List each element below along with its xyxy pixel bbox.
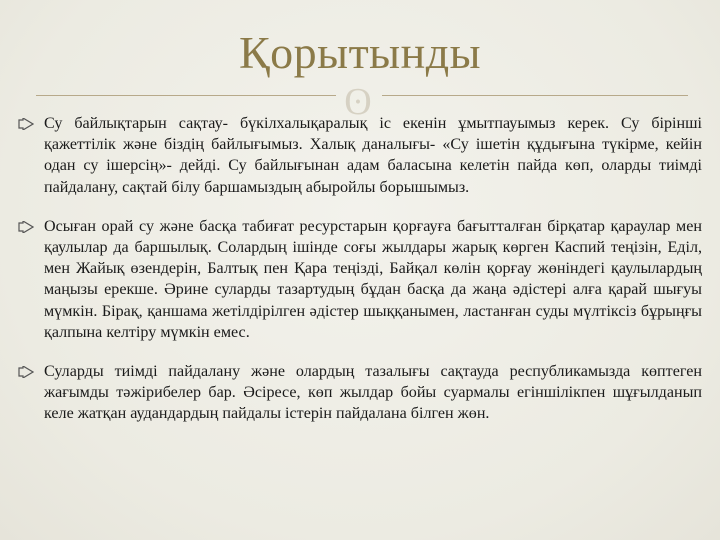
list-item [18, 361, 702, 425]
list-item [18, 216, 702, 343]
bullet-text: Суларды тиімді пайдалану және олардың тазалығы сақтауда республикамызда көптеген жағымды тәжірибелер бар. Әсіресе, көп жылдар бойы суармалы егіншілікпен шұғылданып келе жатқан аудандардың пайдалы істерін пайдалана білген жөн. [44, 363, 702, 423]
list-item [18, 113, 702, 198]
slide-title: Қорытынды [238, 27, 482, 78]
bullet-list [18, 113, 702, 425]
decorative-ornament-icon: ʘ [344, 81, 372, 123]
hollow-arrow-bullet-icon [18, 117, 34, 129]
hollow-arrow-bullet-icon [18, 365, 34, 377]
title-divider-right [382, 95, 688, 96]
title-divider-left [36, 95, 336, 96]
bullet-text: Осыған орай су және басқа табиғат ресурстарын қорғауға бағытталған бірқатар қараулар мен қаулылар да баршылық. Солардың ішінде соғы жылдары жарық көрген Каспий теңізін, Еділ, мен Жайық өзендерін, Балтық пен Қара теңізді, Байқал көлін қорғау жөніндегі қаулылардың маңызы ерекше. Әрине суларды тазартудың бұдан басқа да жаңа әдістері алға қарай шығуы мүмкін. Бірақ, қаншама жетілдірілген әдістер шыққанымен, ластанған суды мүлтіксіз бұрыңғы қалпына келтіру мүмкін емес. [44, 217, 702, 341]
bullet-text: Су байлықтарын сақтау- бүкілхалықаралық іс екенін ұмытпауымыз керек. Су бірінші қажеттілік және біздің байлығымыз. Халық даналығы- «Су ішетін құдығына түкірме, кейін одан су ішерсің»- дейді. Су байлығынан адам баласына келетін пайда көп, оларды тиімді пайдалану, сақтай білу баршамыздың абыройлы борышымыз. [44, 115, 702, 196]
hollow-arrow-bullet-icon [18, 220, 34, 232]
